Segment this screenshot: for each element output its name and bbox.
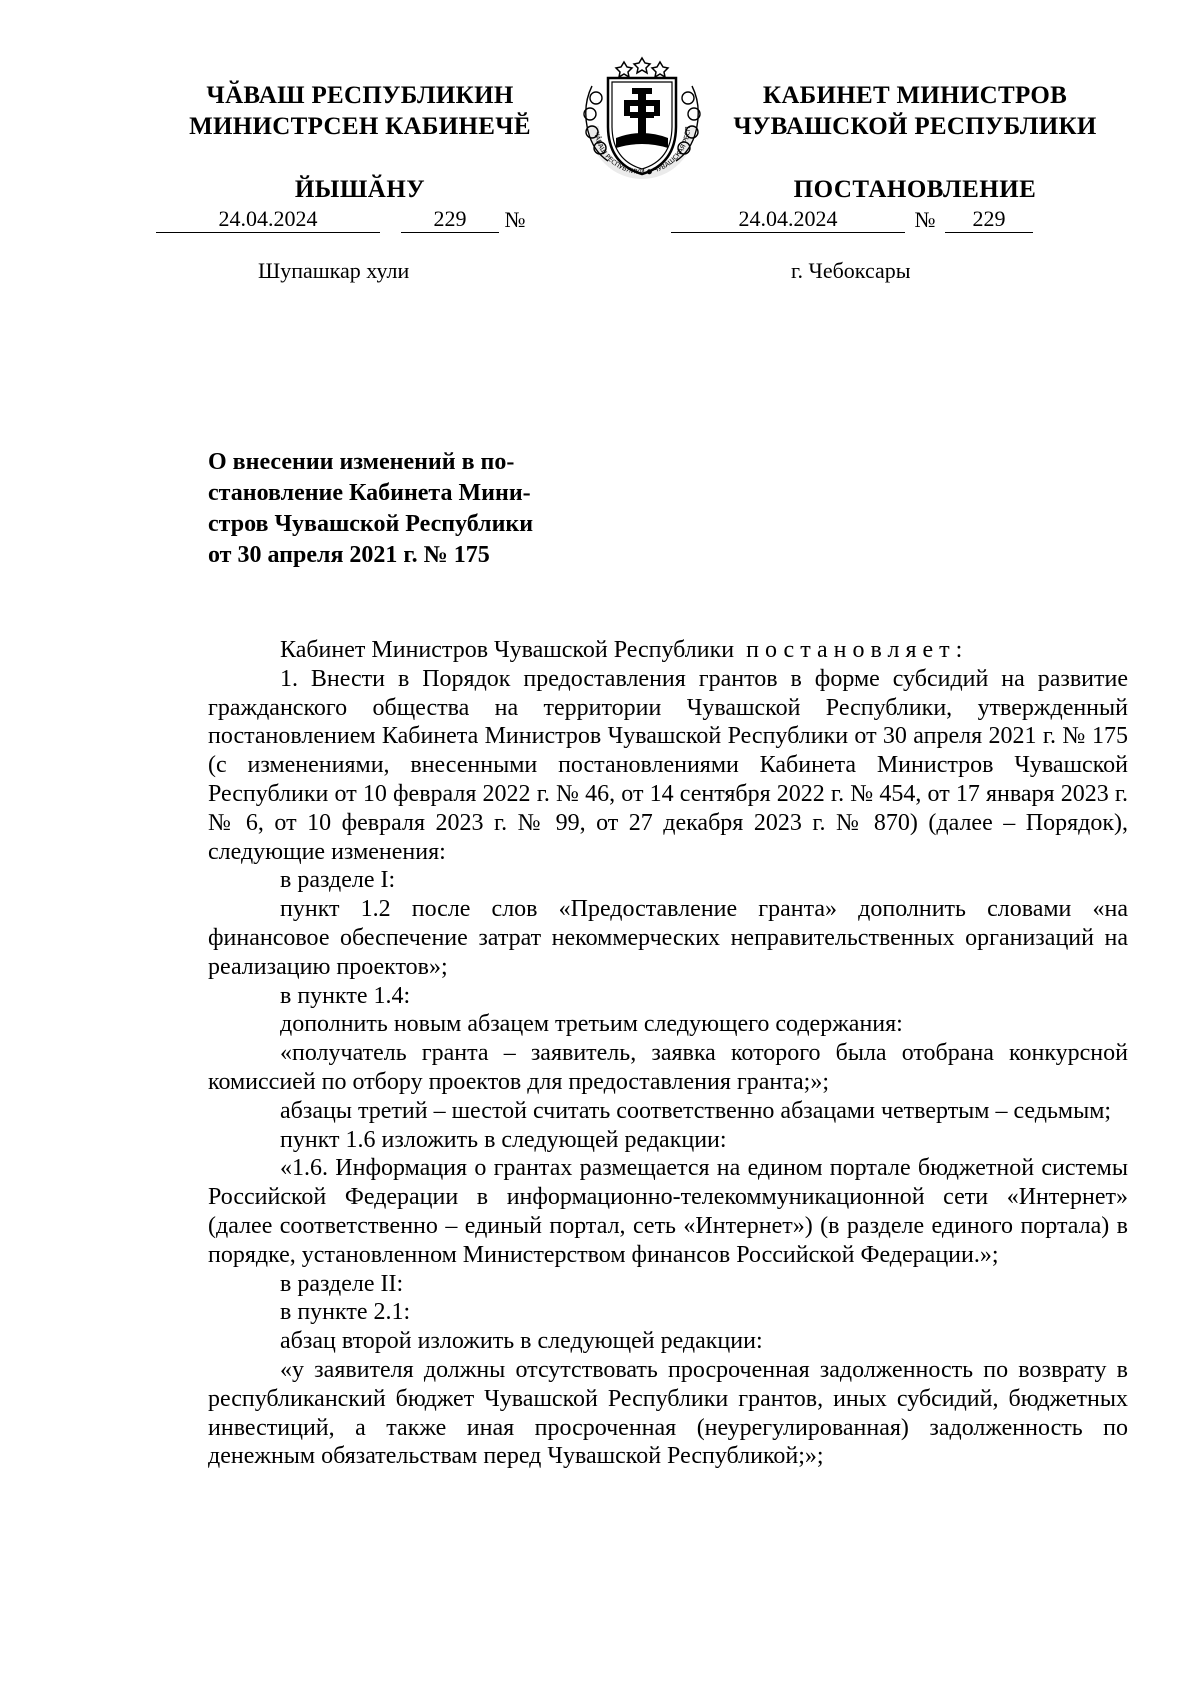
org-name-chuvash-line2: МИНИСТРСЕН КАБИНЕЧӖ — [189, 113, 531, 140]
body-paragraph: пункт 1.2 после слов «Предоставление гранта» дополнить словами «на финансовое обеспечение затрат некоммерческих неправительственных организаций на реализацию проектов»; — [208, 896, 1128, 980]
intro-paragraph — [208, 636, 1128, 665]
body-paragraph: «1.6. Информация о грантах размещается на едином портале бюджетной системы Российской Федерации в информационно-телекоммуникационной сети «Интернет» (далее соответственно – единый портал, сеть «Интернет») (в разделе единого портала) в порядке, установленном Министерством финансов Российской Федерации.»; — [208, 1155, 1128, 1268]
place-chuvash: Шупашкар хули — [258, 258, 410, 283]
body-paragraph: в разделе II: — [280, 1270, 404, 1297]
place-russian: г. Чебоксары — [791, 258, 911, 283]
subject-line: О внесении изменений в по- — [208, 449, 515, 475]
emblem-ring-text: ЧĂВАШ РЕСПУБЛИКИ ● ЧУВАШСКАЯ РЕСП — [592, 126, 693, 177]
body-paragraph: в разделе I: — [280, 867, 396, 894]
body-paragraph: в пункте 2.1: — [280, 1299, 411, 1326]
body-paragraph: абзац второй изложить в следующей редакции: — [280, 1328, 763, 1355]
body-paragraph: пункт 1.6 изложить в следующей редакции: — [280, 1126, 727, 1153]
number-sign-russian: № — [914, 207, 936, 232]
document-subject — [208, 447, 576, 571]
org-name-chuvash-line1: ЧӐВАШ РЕСПУБЛИКИН — [206, 82, 514, 109]
subject-line: становление Кабинета Мини- — [208, 480, 531, 506]
doc-type-chuvash: ЙЫШӐНУ — [294, 176, 426, 203]
number-chuvash: 229 — [401, 206, 499, 233]
org-name-russian-line1: КАБИНЕТ МИНИСТРОВ — [762, 82, 1068, 109]
number-russian: 229 — [945, 206, 1033, 233]
body-paragraph: абзацы третий – шестой считать соответственно абзацами четвертым – седьмым; — [280, 1097, 1112, 1124]
subject-line: от 30 апреля 2021 г. № 175 — [208, 542, 490, 568]
document-body — [208, 636, 1128, 1471]
body-paragraph: в пункте 1.4: — [280, 982, 411, 1009]
intro-prefix: Кабинет Министров Чувашской Республики — [280, 637, 735, 663]
header-chuvash — [150, 80, 570, 204]
coat-of-arms-icon — [572, 56, 712, 186]
date-number-chuvash — [156, 206, 526, 234]
date-russian: 24.04.2024 — [671, 206, 905, 233]
date-number-russian — [671, 206, 1033, 234]
subject-line: стров Чувашской Республики — [208, 511, 534, 537]
body-paragraph: «у заявителя должны отсутствовать просроченная задолженность по возврату в республиканский бюджет Чувашской Республики грантов, иных субсидий, бюджетных инвестиций, а также иная просроченная (неурегулированная) задолженность по денежным обязательствам перед Чувашской Республикой;»; — [208, 1356, 1128, 1470]
body-paragraph: 1. Внести в Порядок предоставления грантов в форме субсидий на развитие гражданского общества на территории Чувашской Республики, утвержденный постановлением Кабинета Министров Чувашской Республики от 30 апреля 2021 г. № 175 (с изменениями, внесенными постановлениями Кабинета Министров Чувашской Республики от 10 февраля 2022 г. № 46, от 14 сентября 2022 г. № 454, от 17 января 2023 г. № 6, от 10 февраля 2023 г. № 99, от 27 декабря 2023 г. № 870) (далее – Порядок), следующие изменения: — [208, 665, 1128, 865]
org-name-russian-line2: ЧУВАШСКОЙ РЕСПУБЛИКИ — [733, 113, 1097, 140]
number-sign-chuvash: № — [504, 207, 526, 232]
date-chuvash: 24.04.2024 — [156, 206, 380, 233]
intro-verb: постановляет: — [746, 637, 969, 663]
body-paragraph: дополнить новым абзацем третьим следующего содержания: — [280, 1011, 903, 1038]
body-paragraph: «получатель гранта – заявитель, заявка которого была отобрана конкурсной комиссией по отбору проектов для предоставления гранта;»; — [208, 1040, 1128, 1095]
doc-type-russian: ПОСТАНОВЛЕНИЕ — [793, 176, 1037, 203]
header-russian — [690, 80, 1140, 204]
